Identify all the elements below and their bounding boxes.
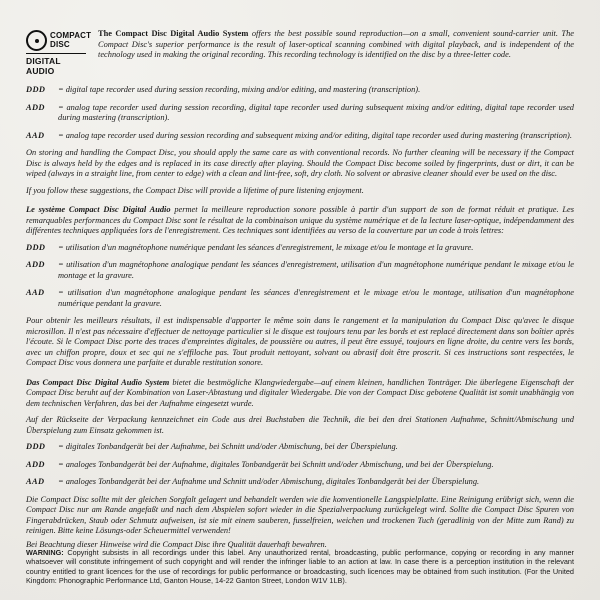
compact-disc-icon — [26, 30, 47, 51]
warning-text: Copyright subsists in all recordings under this label. Any unauthorized rental, broadcasting, public performance, copying or recording in any manner whatsoever will constitute infringement of such copyright and will render the infringer liable to an action at law. In case there is a perception institution in the relevant country entitled to grant licences for the use of recordings for public performance or broadcasting, such licences may be obtained from such institution. (For the United Kingdom: Phonographic Performance Ltd, Ganton House, 14-22 Ganton Street, London W1V 1LB). — [26, 547, 574, 586]
english-care-paragraph: On storing and handling the Compact Disc, you should apply the same care as with conventional records. No further cleaning will be necessary if the Compact Disc is always held by the edges and is replaced in its case directly after playing. Should the Compact Disc become soiled by fingerprints, dust or dirt, it can be wiped (always in a straight line, from center to edge) with a clean and lint-free, soft, dry cloth. No solvent or abrasive cleaner should ever be used on the disc. — [26, 148, 574, 178]
code-entry — [26, 477, 574, 488]
code-label: AAD — [26, 130, 45, 140]
code-label: AAD — [26, 288, 45, 297]
code-entry — [26, 260, 574, 281]
english-intro-text: offers the best possible sound reproduction—on a small, convenient sound-carrier unit. The Compact Disc's superior performance is the result of laser-optical scanning combined with digital playback, and is independent of the technology used in making the original recording. This recording technology is identified on the disc by a three-letter code. — [98, 29, 574, 60]
english-intro-bold: The Compact Disc Digital Audio System — [98, 29, 249, 38]
code-description: = analoges Tonbandgerät bei der Aufnahme und Schnitt und/oder Abmischung, digitales Tonbandgerät bei der Überspielung. — [58, 477, 480, 486]
code-entry — [26, 442, 574, 453]
code-label: DDD — [26, 85, 46, 94]
code-description: = utilisation d'un magnétophone numérique pendant les séances d'enregistrement, le mixage et/ou le montage et la gravure. — [58, 242, 474, 252]
german-title: Das Compact Disc Digital Audio System — [26, 377, 170, 387]
code-description: = analoges Tonbandgerät bei der Aufnahme, digitales Tonbandgerät bei Schnitt und/oder Abmischung, und bei der Überspielung. — [58, 459, 494, 469]
code-entry — [26, 103, 574, 124]
code-description: = utilisation d'un magnétophone analogique pendant les séances d'enregistrement et le mixage et/ou le montage, utilisation d'un magnétophone numérique pendant la gravure. — [58, 288, 574, 308]
logo-line-2: DISC — [50, 39, 70, 49]
code-label: ADD — [26, 459, 45, 469]
compact-disc-digital-audio-logo — [26, 28, 92, 76]
german-intro-text: bietet die bestmögliche Klangwiedergabe—auf einem kleinen, handlichen Tonträger. Die überlegene Eigenschaft der Compact Disc beruht auf der Kombination von Laser-Abtastung und digitaler Wiedergabe. Die von der Compact Disc gebotene Qualität ist somit unabhängig von dem technischen Verfahren, das bei der Aufnahme eingesetzt wurde. — [26, 377, 574, 408]
german-closing-paragraph: Bei Beachtung dieser Hinweise wird die Compact Disc ihre Qualität dauerhaft bewahren. — [26, 539, 327, 549]
code-description: = analog tape recorder used during session recording and subsequent mixing and/or editing, digital tape recorder used during mastering (transcription). — [58, 130, 572, 140]
german-intro-paragraph — [26, 378, 574, 410]
code-entry — [26, 288, 574, 309]
french-intro-paragraph — [26, 205, 574, 237]
code-description: = utilisation d'un magnétophone analogique pendant les séances d'enregistrement, utilisation d'un magnétophone numérique pendant le mixage et/ou le montage et la gravure. — [58, 260, 574, 280]
french-intro-text: permet la meilleure reproduction sonore possible à partir d'un support de son de format réduit et pratique. Les remarquables performances du Compact Disc sont le résultat de la combinaison unique du système numérique et de la lecture laser-optique, indépendamment des différentes techniques appliquées lors de l'enregistrement. Ces techniques sont identifiées au verso de la couverture par un code à trois lettres: — [26, 205, 574, 235]
french-section — [26, 205, 574, 369]
logo-line-3: DIGITAL AUDIO — [26, 53, 86, 76]
code-entry — [26, 243, 574, 254]
code-label: AAD — [26, 477, 45, 486]
german-care-paragraph: Die Compact Disc sollte mit der gleichen Sorgfalt gelagert und behandelt werden wie die konventionelle Langspielplatte. Eine Reinigung erübrigt sich, wenn die Compact Disc nur am Rande angefaßt und nach dem Abspielen sofort wieder in die Spezialverpackung zurückgelegt wird. Sollte die Compact Disc Spuren von Fingerabdrücken, Staub oder Schmutz aufweisen, ist sie mit einem sauberen, fusselfreien, weichen und trockenen Tuch (geradlinig von der Mitte zum Rand) zu reinigen. Bitte keine Lösungs-oder Scheuermittel verwenden! — [26, 494, 574, 535]
german-intro-paragraph-2: Auf der Rückseite der Verpackung kennzeichnet ein Code aus drei Buchstaben die Technik, die bei den drei Stationen Aufnahme, Schnitt/Abmischung und Überspielung zum Einsatz gekommen ist. — [26, 415, 574, 435]
code-label: ADD — [26, 260, 45, 269]
english-code-list — [26, 85, 574, 196]
code-entry — [26, 85, 574, 96]
copyright-warning — [26, 548, 574, 586]
code-entry — [26, 131, 574, 142]
english-intro-paragraph — [98, 28, 574, 61]
code-label: DDD — [26, 442, 46, 451]
german-section — [26, 378, 574, 551]
code-label: DDD — [26, 242, 46, 252]
french-title: Le système Compact Disc Digital Audio — [26, 205, 171, 214]
code-label: ADD — [26, 102, 45, 112]
code-description: = digital tape recorder used during session recording, mixing and/or editing, and mastering (transcription). — [58, 85, 421, 94]
header — [26, 28, 574, 76]
english-closing-paragraph: If you follow these suggestions, the Compact Disc will provide a lifetime of pure listening enjoyment. — [26, 185, 364, 195]
code-description: = analog tape recorder used during session recording, digital tape recorder used during subsequent mixing and/or editing, digital tape recorder used during mastering (transcription). — [58, 102, 574, 122]
code-entry — [26, 460, 574, 471]
warning-label: WARNING: — [26, 547, 64, 557]
code-description: = digitales Tonbandgerät bei der Aufnahme, bei Schnitt und/oder Abmischung, bei der Überspielung. — [58, 442, 398, 451]
logo-line-1: COMPACT — [50, 31, 92, 40]
french-care-paragraph: Pour obtenir les meilleurs résultats, il est indispensable d'apporter le même soin dans le rangement et la manipulation du Compact Disc qu'avec le disque microsillon. Il n'est pas nécessaire d'effectuer de nettoyage particulier si le disque est toujours tenu par les bords et est replacé directement dans son boîtier après l'écoute. Si le Compact Disc porte des traces d'empreintes digitales, de poussière ou autres, il peut être essuyé, toujours en ligne droite, du centre vers les bords, avec un chiffon propre, doux et sec qui ne s'effiloche pas. Tout produit nettoyant, solvant ou abrasif doit être proscrit. Si ces instructions sont respectées, le Compact Disc vous donnera une parfaite et durable restitution sonore. — [26, 316, 574, 367]
